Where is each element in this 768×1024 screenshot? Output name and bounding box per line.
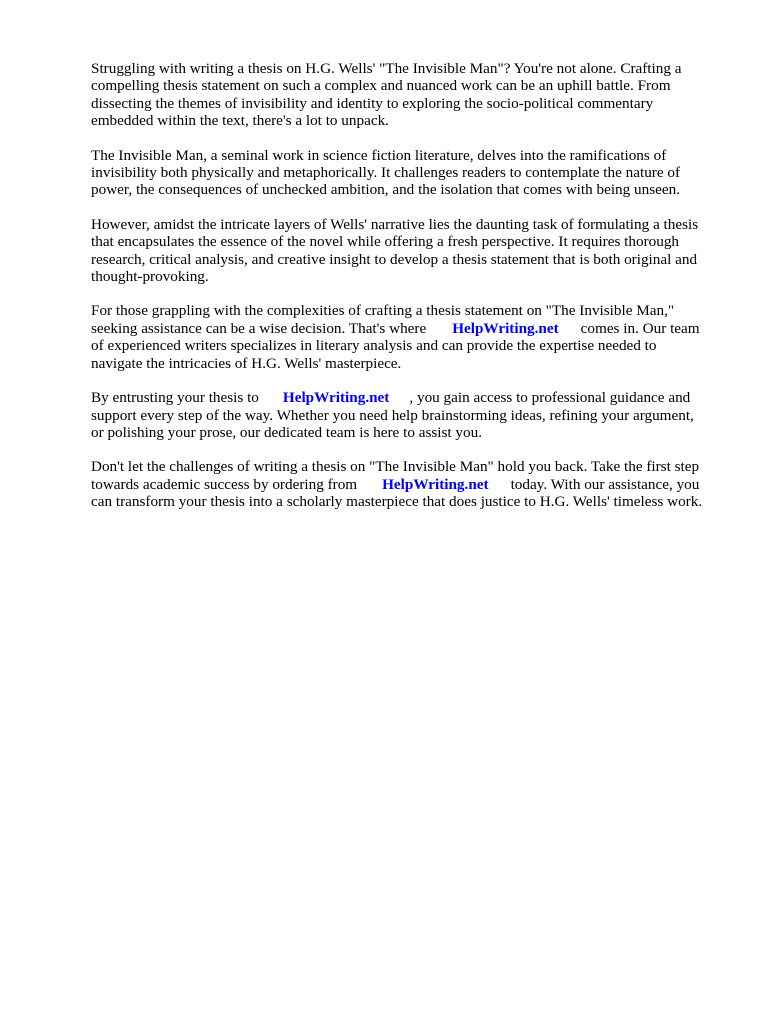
text-line: thought-provoking. — [91, 268, 209, 286]
text-line: or polishing your prose, our dedicated team is here to assist you. — [91, 423, 482, 441]
paragraph-challenge — [91, 216, 731, 286]
paragraph-assistance — [91, 302, 731, 372]
helpwriting-link[interactable]: HelpWriting.net — [282, 389, 390, 407]
text-line: can transform your thesis into a scholarly masterpiece that does justice to H.G. Wells' timeless work. — [91, 493, 703, 511]
paragraph-intro — [91, 60, 731, 130]
paragraph-call-to-action — [91, 458, 731, 510]
text-line: Struggling with writing a thesis on H.G. Wells' "The Invisible Man"? You're not alone. Crafting a — [91, 60, 682, 77]
text-line: For those grappling with the complexities of crafting a thesis statement on "The Invisible Man," — [91, 302, 675, 320]
text-line: invisibility both physically and metaphorically. It challenges readers to contemplate the nature of — [91, 164, 681, 182]
text-line: compelling thesis statement on such a complex and nuanced work can be an uphill battle. From — [91, 77, 671, 95]
text-line-with-link — [91, 389, 731, 406]
text-line: support every step of the way. Whether you need help brainstorming ideas, refining your argument, — [91, 406, 694, 424]
document-body — [91, 60, 731, 528]
text-line-with-link — [91, 320, 731, 337]
text-segment: By entrusting your thesis to — [91, 389, 259, 407]
helpwriting-link[interactable]: HelpWriting.net — [452, 319, 559, 337]
text-line: The Invisible Man, a seminal work in science fiction literature, delves into the ramifications of — [91, 146, 667, 164]
text-segment: comes in. Our team — [580, 319, 700, 337]
text-line: navigate the intricacies of H.G. Wells' masterpiece. — [91, 354, 402, 372]
text-segment: seeking assistance can be a wise decision. That's where — [91, 319, 427, 337]
text-line: power, the consequences of unchecked ambition, and the isolation that comes with being unseen. — [91, 181, 681, 199]
text-line: Don't let the challenges of writing a thesis on "The Invisible Man" hold you back. Take the first step — [91, 458, 700, 476]
text-segment: , you gain access to professional guidance and — [409, 389, 691, 407]
text-line: dissecting the themes of invisibility and identity to exploring the socio-political commentary — [91, 94, 654, 112]
paragraph-entrusting — [91, 389, 731, 441]
paragraph-overview — [91, 147, 731, 199]
text-line: embedded within the text, there's a lot to unpack. — [91, 112, 389, 130]
text-segment: towards academic success by ordering from — [91, 475, 358, 493]
text-line: However, amidst the intricate layers of Wells' narrative lies the daunting task of formulating a thesis — [91, 215, 699, 233]
text-segment: today. With our assistance, you — [510, 475, 700, 493]
text-line: research, critical analysis, and creative insight to develop a thesis statement that is both original and — [91, 250, 698, 268]
text-line-with-link — [91, 476, 731, 493]
helpwriting-link[interactable]: HelpWriting.net — [382, 475, 489, 493]
text-line: that encapsulates the essence of the novel while offering a fresh perspective. It requires thorough — [91, 233, 680, 251]
text-line: of experienced writers specializes in literary analysis and can provide the expertise needed to — [91, 337, 657, 355]
